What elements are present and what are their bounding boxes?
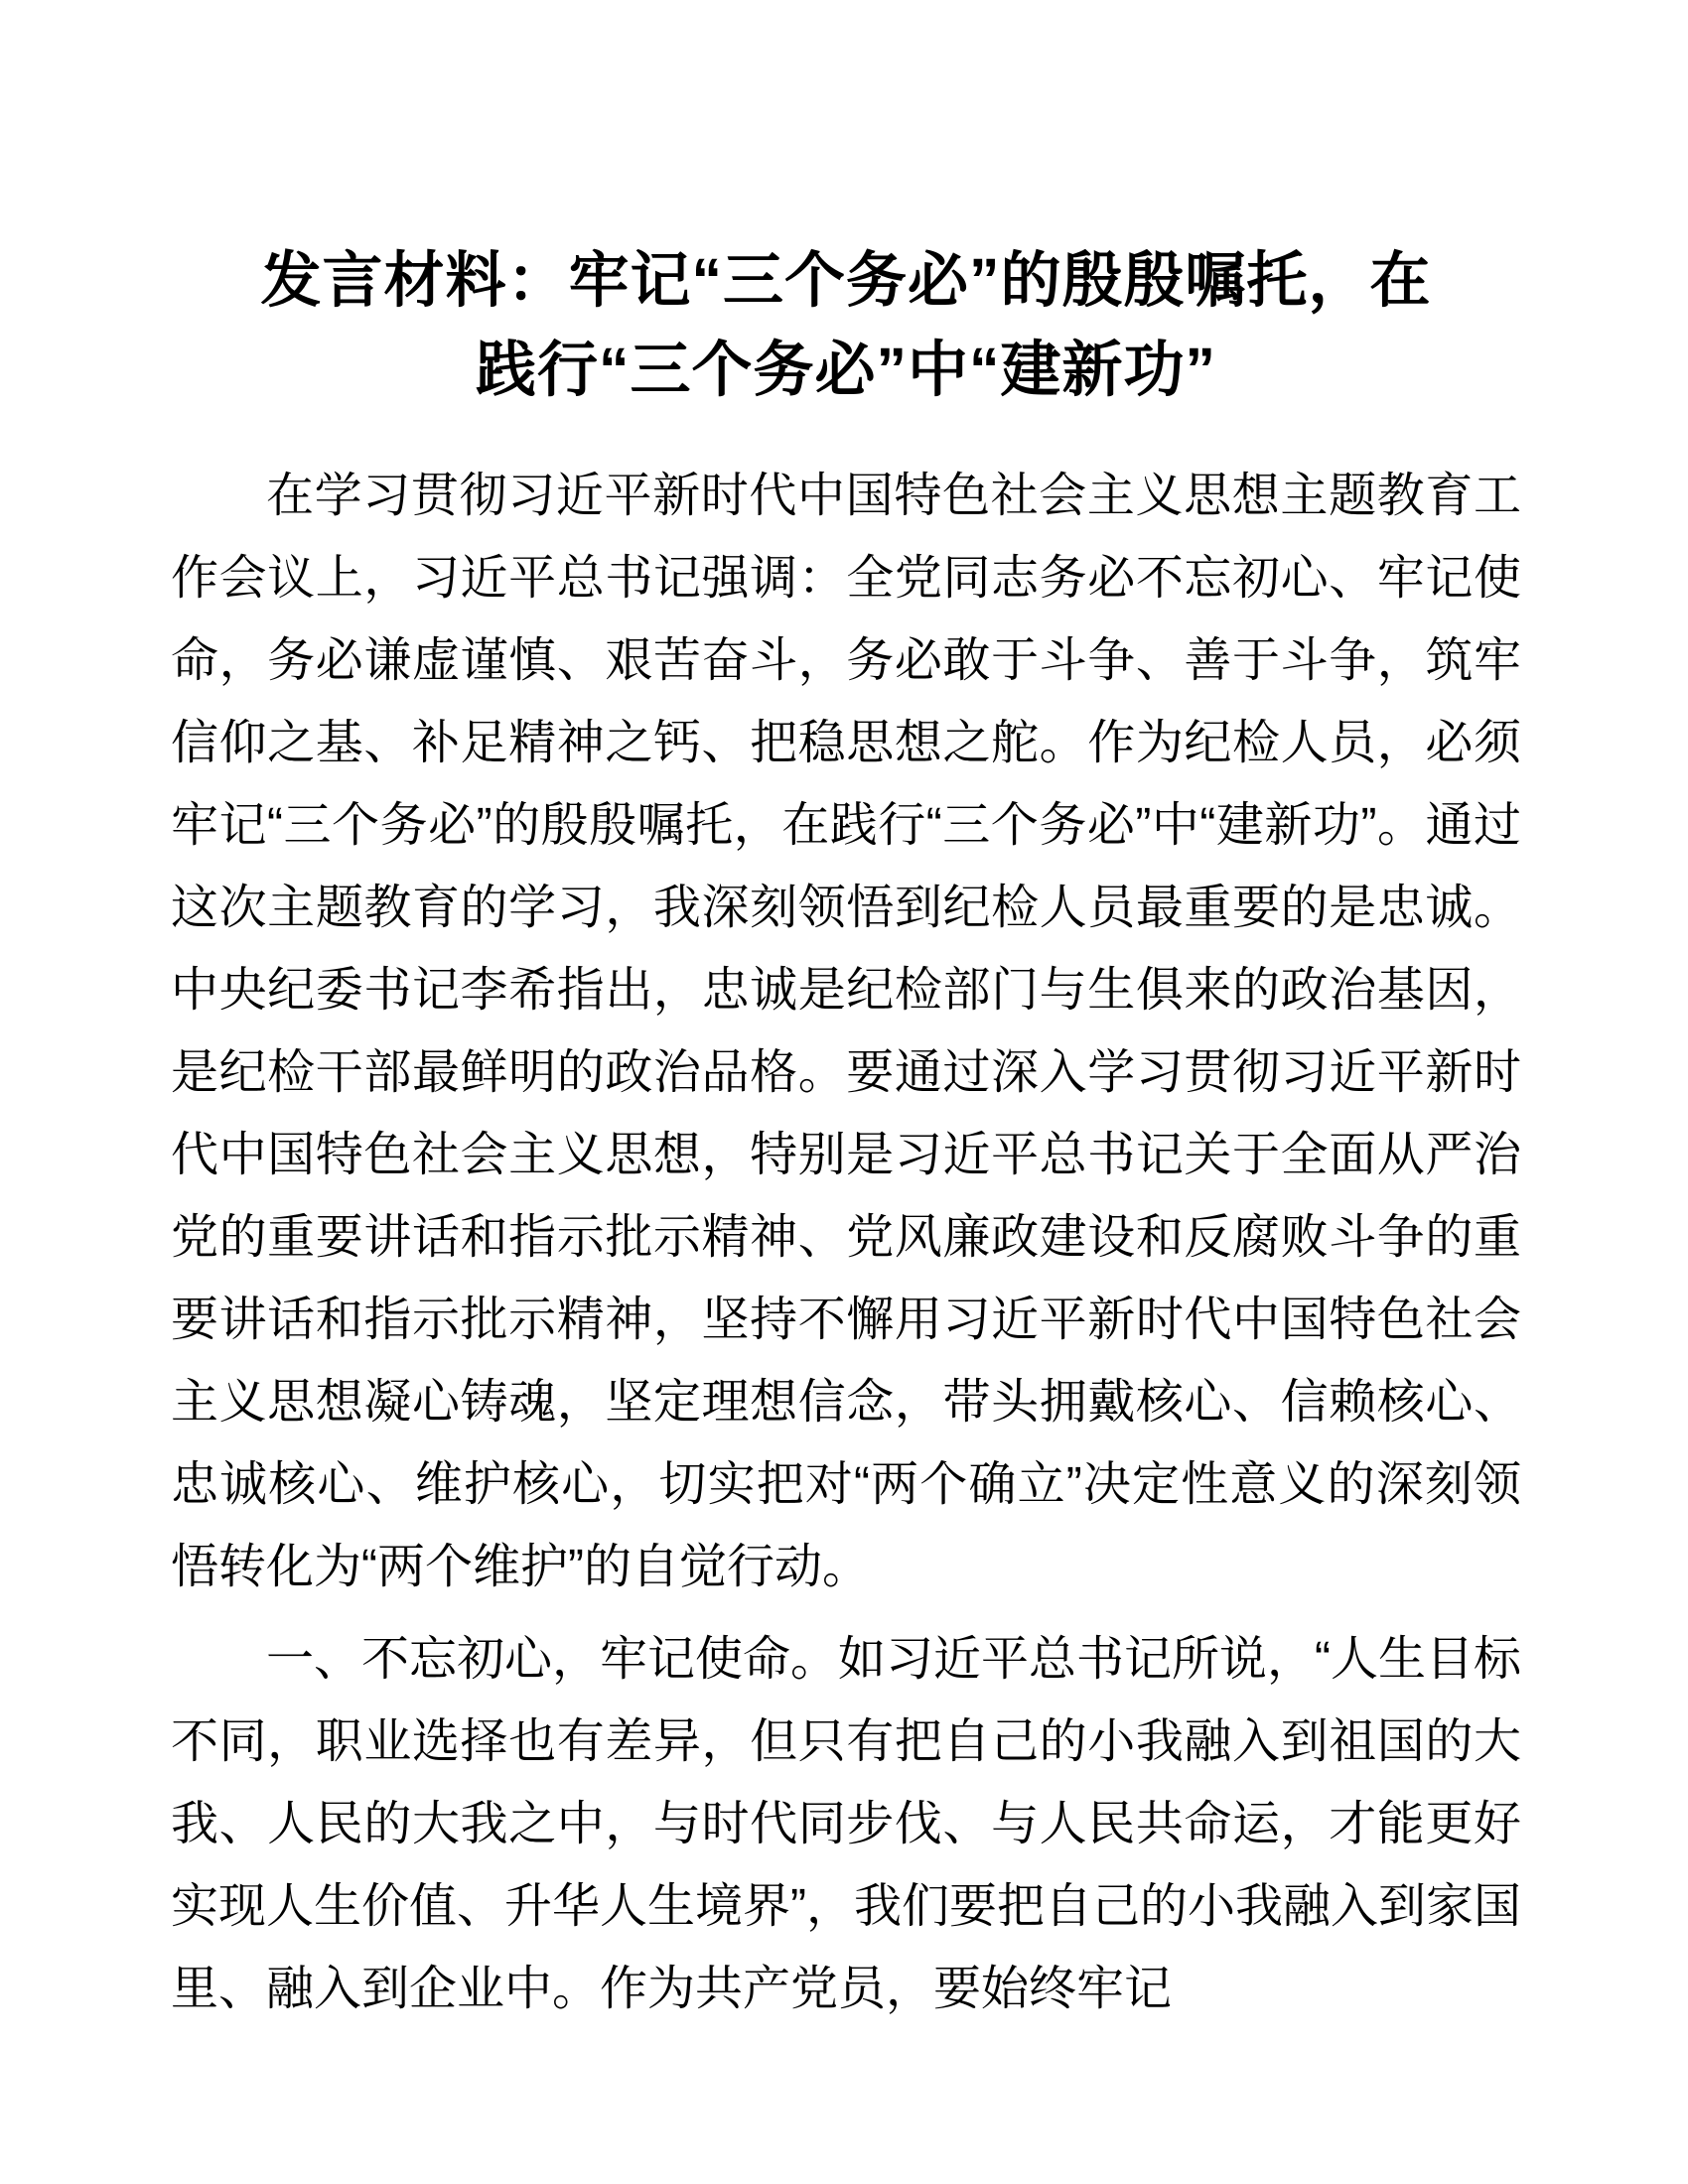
document-title [171,235,1521,414]
paragraph-section-one: 一、不忘初心，牢记使命。如习近平总书记所说，“人生目标不同，职业选择也有差异，但只有把自己的小我融入到祖国的大我、人民的大我之中，与时代同步伐、与人民共命运，才能更好实现人生价值、升华人生境界”，我们要把自己的小我融入到家国里、融入到企业中。作为共产党员，要始终牢记 [171,1632,1521,2015]
document-title-line-1: 发言材料：牢记“三个务必”的殷殷嘱托，在 [260,245,1432,314]
document-content [171,195,1521,2040]
document-body [171,455,1521,2030]
document-title-line-2: 践行“三个务必”中“建新功” [475,335,1216,403]
paragraph-intro: 在学习贯彻习近平新时代中国特色社会主义思想主题教育工作会议上，习近平总书记强调：全党同志务必不忘初心、牢记使命，务必谦虚谨慎、艰苦奋斗，务必敢于斗争、善于斗争，筑牢信仰之基、补足精神之钙、把稳思想之舵。作为纪检人员，必须牢记“三个务必”的殷殷嘱托，在践行“三个务必”中“建新功”。通过这次主题教育的学习，我深刻领悟到纪检人员最重要的是忠诚。中央纪委书记李希指出，忠诚是纪检部门与生俱来的政治基因，是纪检干部最鲜明的政治品格。要通过深入学习贯彻习近平新时代中国特色社会主义思想，特别是习近平总书记关于全面从严治党的重要讲话和指示批示精神、党风廉政建设和反腐败斗争的重要讲话和指示批示精神，坚持不懈用习近平新时代中国特色社会主义思想凝心铸魂，坚定理想信念，带头拥戴核心、信赖核心、忠诚核心、维护核心，切实把对“两个确立”决定性意义的深刻领悟转化为“两个维护”的自觉行动。 [171,469,1521,1593]
